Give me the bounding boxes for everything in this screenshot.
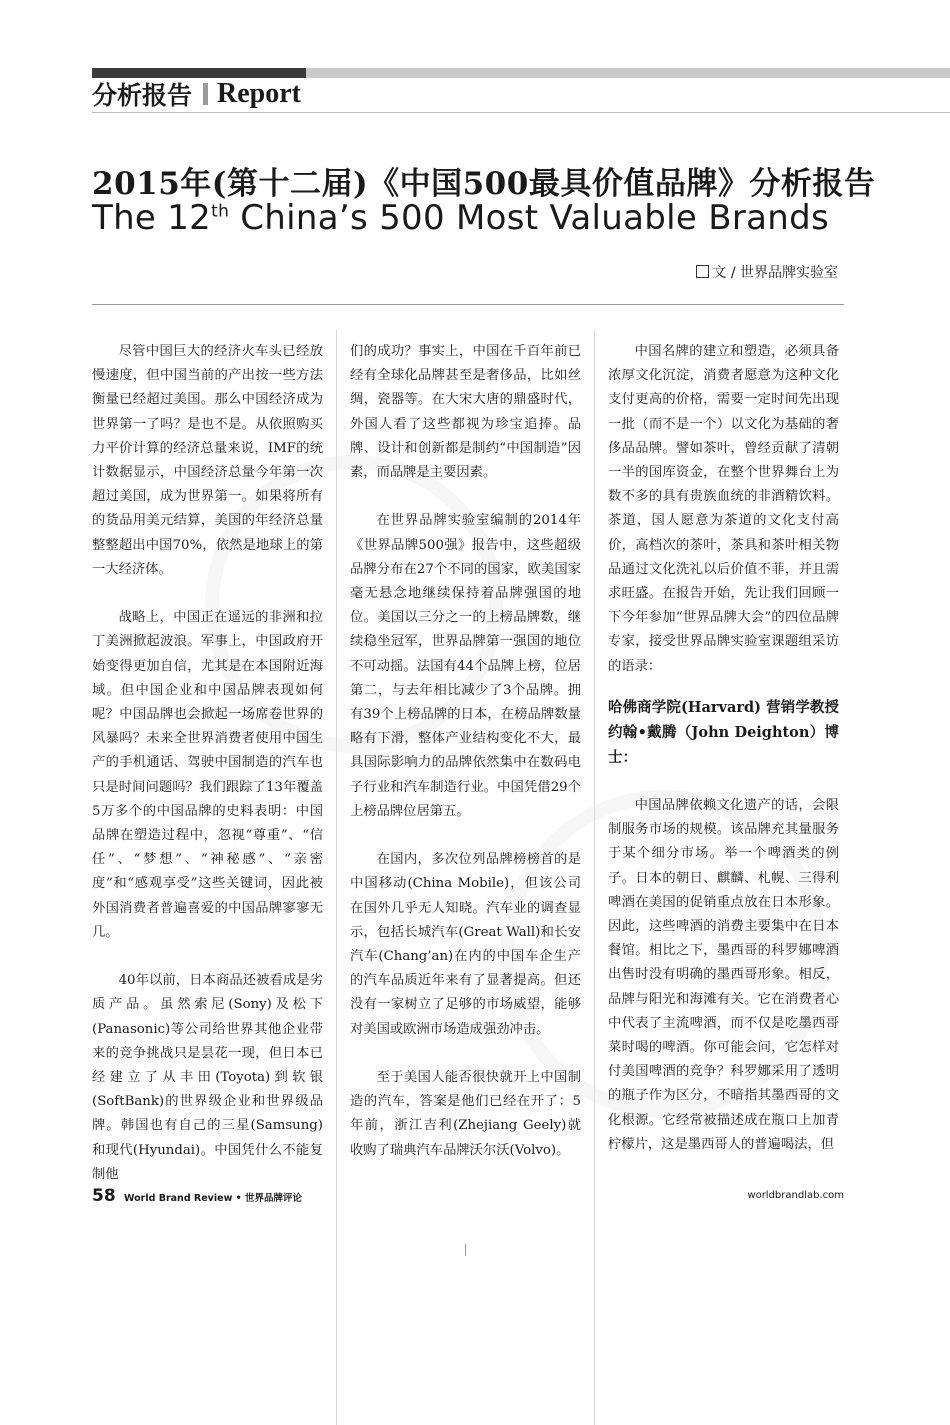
title-en-part2: China’s 500 Most Valuable Brands — [229, 198, 830, 238]
title-en-part1: The 12 — [92, 198, 212, 238]
paragraph: 战略上，中国正在遥远的非洲和拉丁美洲掀起波浪。军事上，中国政府开始变得更加自信，尤其是在本国附近海域。但中国企业和中国品牌表现如何呢？中国品牌也会掀起一场席卷世界的风暴吗？未来全世界消费者使用中国生产的手机通话、驾驶中国制造的汽车也只是时间问题吗？我们跟踪了13年覆盖5万多个的中国品牌的史料表明：中国品牌在塑造过程中，忽视“尊重”、“信任”、“梦想”、“神秘感”、“亲密度”和“感观享受”这些关键词，因此被外国消费者普遍喜爱的中国品牌寥寥无几。 — [92, 610, 323, 940]
interviewee-heading: 哈佛商学院(Harvard) 营销学教授约翰•戴腾（John Deighton）博士： — [608, 698, 839, 766]
footer-url: worldbrandlab.com — [747, 1190, 844, 1201]
crop-mark — [465, 1244, 466, 1256]
section-label-cn: 分析报告 — [92, 81, 193, 110]
paragraph: 至于美国人能否很快就开上中国制造的汽车，答案是他们已经在开了：5年前，浙江吉利(Zhejiang Geely)就收购了瑞典汽车品牌沃尔沃(Volvo)。 — [350, 1070, 581, 1158]
section-header — [92, 76, 301, 112]
article-column-3 — [608, 340, 839, 1157]
column-divider — [594, 330, 595, 1425]
title-en-superscript: th — [211, 201, 230, 222]
magazine-name: World Brand Review • 世界品牌评论 — [124, 1193, 303, 1204]
column-divider — [336, 330, 337, 1425]
article-title-en — [92, 198, 852, 238]
section-separator — [203, 83, 208, 105]
paragraph: 在世界品牌实验室编制的2014年《世界品牌500强》报告中，这些超级品牌分布在27个不同的国家，欧美国家毫无悬念地继续保持着品牌强国的地位。美国以三分之一的上榜品牌数，继续稳坐冠军，世界品牌第一强国的地位不可动摇。法国有44个品牌上榜，位居第二，与去年相比减少了3个品牌。拥有39个上榜品牌的日本，在榜品牌数量略有下滑，整体产业结构变化不大，最具国际影响力的品牌依然集中在数码电子行业和汽车制造行业。中国凭借29个上榜品牌位居第五。 — [350, 513, 581, 819]
header-rule — [92, 112, 950, 113]
byline-box-icon — [696, 265, 709, 278]
paragraph: 中国名牌的建立和塑造，必须具备浓厚文化沉淀，消费者愿意为这种文化支付更高的价格，需要一定时间先出现一批（而不是一个）以文化为基础的奢侈品品牌。譬如茶叶，曾经贡献了清朝一半的国库资金，在整个世界舞台上为数不多的具有贵族血统的非酒精饮料。茶道，国人愿意为茶道的文化支付高价，高档次的茶叶，茶具和茶叶相关物品通过文化洗礼以后价值不菲，并且需求旺盛。在报告开始，先让我们回顾一下今年参加“世界品牌大会”的四位品牌专家，接受世界品牌实验室课题组采访的语录： — [608, 344, 839, 674]
page-number: 58 — [92, 1186, 116, 1206]
paragraph: 们的成功？事实上，中国在千百年前已经有全球化品牌甚至是奢侈品，比如丝绸，瓷器等。在大宋大唐的鼎盛时代，外国人看了这些都视为珍宝追捧。品牌、设计和创新都是制约“中国制造”因素，而品牌是主要因素。 — [350, 344, 581, 481]
paragraph: 在国内，多次位列品牌榜榜首的是中国移动(China Mobile)，但该公司在国外几乎无人知晓。汽车业的调查显示，包括长城汽车(Great Wall)和长安汽车(Chang’an)在内的中国车企生产的汽车品质近年来有了显著提高。但还没有一家树立了足够的市场威望，能够对美国或欧洲市场造成强劲冲击。 — [350, 852, 581, 1037]
article-title-cn: 2015年(第十二届)《中国500最具价值品牌》分析报告 — [92, 166, 876, 202]
page-footer — [92, 1186, 844, 1206]
section-label-en: Report — [217, 78, 301, 109]
paragraph: 40年以前，日本商品还被看成是劣质产品。虽然索尼(Sony)及松下(Panasonic)等公司给世界其他企业带来的竞争挑战只是昙花一现，但日本已经建立了从丰田(Toyota)到软银(SoftBank)的世界级企业和世界级品牌。韩国也有自己的三星(Samsung)和现代(Hyundai)。中国凭什么不能复制他 — [92, 973, 323, 1182]
byline-text: 文 / 世界品牌实验室 — [712, 265, 838, 281]
article-column-1 — [92, 340, 323, 1187]
article-column-2 — [350, 340, 581, 1163]
paragraph: 尽管中国巨大的经济火车头已经放慢速度，但中国当前的产出按一些方法衡量已经超过美国。那么中国经济成为世界第一了吗？是也不是。从依照购买力平价计算的经济总量来说，IMF的统计数据显示，中国经济总量今年第一次超过美国，成为世界第一。如果将所有的货品用美元结算，美国的年经济总量整整超出中国70%，依然是地球上的第一大经济体。 — [92, 344, 323, 577]
paragraph: 中国品牌依赖文化遗产的话，会限制服务市场的规模。该品牌充其量服务于某个细分市场。举一个啤酒类的例子。日本的朝日、麒麟、札幌、三得利啤酒在美国的促销重点放在日本形象。因此，这些啤酒的消费主要集中在日本餐馆。相比之下，墨西哥的科罗娜啤酒出售时没有明确的墨西哥形象。相反，品牌与阳光和海滩有关。它在消费者心中代表了主流啤酒，而不仅是吃墨西哥菜时喝的啤酒。你可能会问，它怎样对付美国啤酒的竞争？科罗娜采用了透明的瓶子作为区分，不暗指其墨西哥的文化根源。它经常被描述成在瓶口上加青柠檬片，这是墨西哥人的普遍喝法，但 — [608, 798, 839, 1152]
byline-rule — [92, 304, 844, 305]
byline — [696, 262, 838, 282]
